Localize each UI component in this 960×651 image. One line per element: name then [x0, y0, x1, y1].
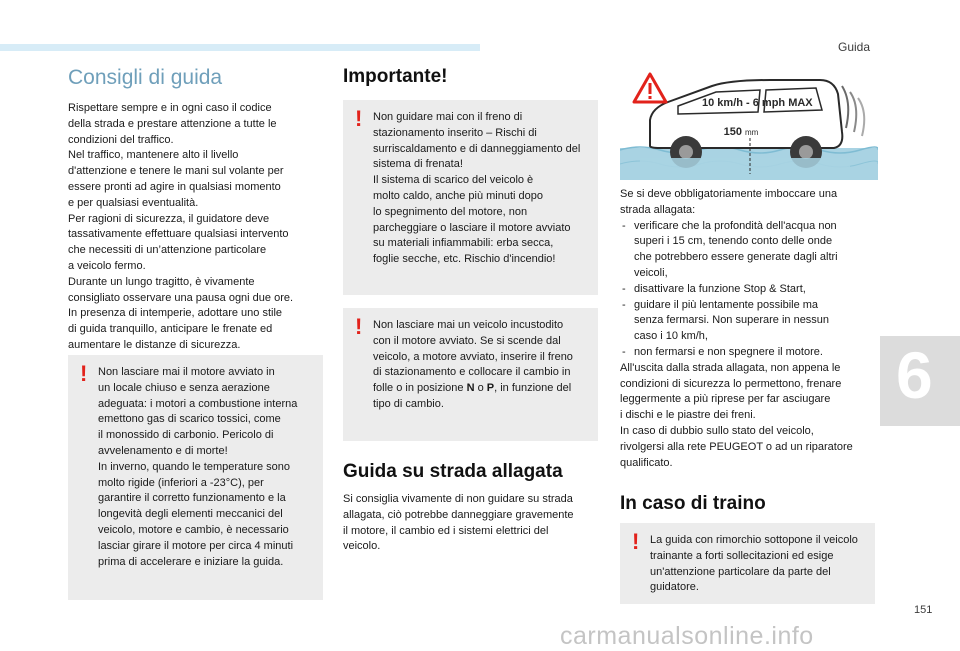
exclamation-icon: !: [355, 106, 363, 131]
warning-text-part: o: [474, 382, 487, 395]
advice-text: Rispettare sempre e in ogni caso il codice della strada e prestare attenzione a tutte le condizioni del traffico. Nel traffico, mantenere alto il livello d'attenzione e tenere le mani sul volante per essere pronti ad agire in qualsiasi momento e per qualsiasi eventualità. Per ragioni di sicurezza, il guidatore deve tassativamente effettuare qualsiasi intervento che necessiti di un’attenzione particolare a veicolo fermo. Durante un lungo tragitto, è vivamente consigliato osservare una pausa ogni due ore. In presenza di intemperie, adottare uno stile di guida tranquillo, anticipare le frenate ed aumentare le distanze di sicurezza.: [68, 102, 294, 351]
column-flooded-instructions: [620, 187, 880, 471]
warning-box-unattended-vehicle: [343, 308, 598, 441]
list-item: - disattivare la funzione Stop & Start,: [620, 282, 880, 298]
exclamation-icon: !: [355, 314, 363, 339]
warning-box-engine-running: [68, 355, 323, 600]
towing-heading: In caso di traino: [620, 493, 766, 514]
column-important: [343, 65, 599, 89]
flooded-road-text: Si consiglia vivamente di non guidare su strada allagata, ciò potrebbe danneggiare gravemente il motore, il cambio ed i sistemi elettrici del veicolo.: [343, 493, 574, 553]
flooded-intro: Se si deve obbligatoriamente imboccare una strada allagata:: [620, 188, 838, 216]
exclamation-icon: !: [632, 529, 640, 554]
flooded-outro: All'uscita dalla strada allagata, non appena le condizioni di sicurezza lo permettono, frenare leggermente a più riprese per far asciugare i dischi e le piastre dei freni. In caso di dubbio sullo stato del veicolo, rivolgersi alla rete PEUGEOT o ad un riparatore qualificato.: [620, 361, 853, 469]
section-title: Guida: [838, 40, 871, 54]
warning-box-towing: [620, 523, 875, 604]
watermark: carmanualsonline.info: [560, 622, 814, 650]
flooded-instructions-list: [620, 219, 880, 361]
warning-text-part: , in funzione del tipo di cambio.: [373, 382, 572, 410]
depth-value-label: 150: [723, 126, 742, 138]
page-number: 151: [914, 604, 933, 616]
towing-section: [620, 492, 878, 516]
flooded-road-section: [343, 460, 603, 555]
exclamation-icon: !: [80, 361, 88, 386]
page-title: Consigli di guida: [68, 66, 223, 89]
column-driving-advice: [68, 65, 326, 354]
flooded-road-illustration: [620, 72, 878, 180]
header-bar: [0, 44, 480, 51]
important-heading: Importante!: [343, 66, 448, 87]
warning-triangle-icon: [634, 74, 666, 102]
warning-box-parking-brake: [343, 100, 598, 295]
speed-limit-label: 10 km/h - 6 mph MAX: [702, 97, 813, 109]
chapter-number: 6: [896, 338, 933, 412]
warning-text: [373, 318, 590, 413]
warning-text-part: Non lasciare mai un veicolo incustodito con il motore avviato. Se si scende dal veicolo, a motore avviato, inserire il freno di stazionamento e collocare il cambio in folle o in posizione: [373, 319, 573, 395]
gear-n: N: [466, 382, 475, 395]
flooded-road-heading: Guida su strada allagata: [343, 461, 563, 482]
gear-p: P: [486, 382, 495, 395]
warning-text: Non lasciare mai il motore avviato in un locale chiuso e senza aerazione adeguata: i motori a combustione interna emettono gas di scarico tossici, come il monossido di carbonio. Pericolo di avvelenamento e di morte! In inverno, quando le temperature sono molto rigide (inferiori a -23°C), per garantire il corretto funzionamento e la longevità degli elementi meccanici del veicolo, motore e cambio, è necessario lasciar girare il motore per circa 4 minuti prima di accelerare e iniziare la guida.: [98, 366, 298, 568]
depth-unit-label: mm: [745, 128, 759, 137]
list-item: - non fermarsi e non spegnere il motore.: [620, 345, 880, 361]
warning-text: La guida con rimorchio sottopone il veicolo trainante a forti sollecitazioni ed esige un'attenzione particolare da parte del guidatore.: [650, 534, 858, 594]
list-item: - guidare il più lentamente possibile ma senza fermarsi. Non superare in nessun caso i 10 km/h,: [620, 298, 880, 345]
warning-text: Non guidare mai con il freno di stazionamento inserito – Rischi di surriscaldamento e di danneggiamento del sistema di frenata! Il sistema di scarico del veicolo è molto caldo, anche più minuti dopo lo spegnimento del motore, non parcheggiare o lasciare il motore avviato su materiali infiammabili: erba secca, foglie secche, etc. Rischio d'incendio!: [373, 111, 581, 266]
list-item: - verificare che la profondità dell'acqua non superi i 15 cm, tenendo conto delle onde che potrebbero essere generate dagli altri veicoli,: [620, 219, 880, 282]
